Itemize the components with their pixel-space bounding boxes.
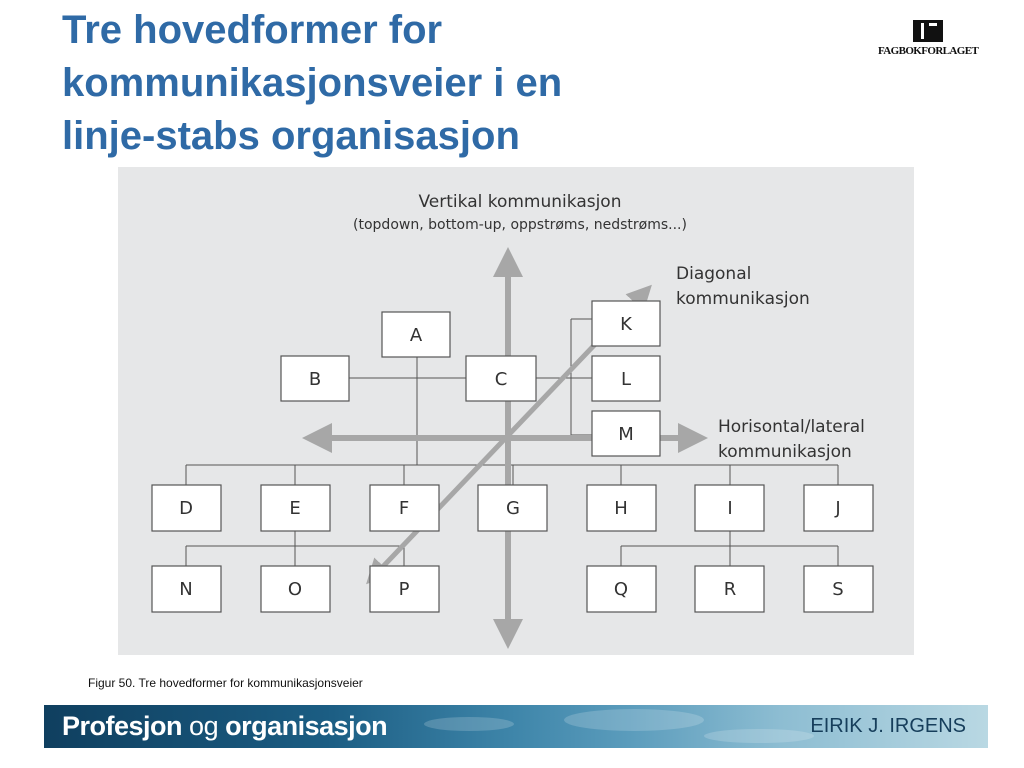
diagonal-label-line-2: kommunikasjon: [676, 289, 810, 309]
publisher-logo-text: FAGBOKFORLAGET: [878, 45, 979, 57]
footer-banner: [44, 705, 988, 748]
box-f: [370, 485, 439, 531]
footer-title-profesjon: Profesjon: [62, 711, 183, 741]
box-q: [587, 566, 656, 612]
footer-title-og: og: [189, 711, 219, 741]
box-h-label: H: [614, 498, 628, 519]
box-r: [695, 566, 764, 612]
box-k-label: K: [620, 314, 632, 335]
diagram-panel: [118, 167, 914, 655]
footer-book-title: [62, 711, 387, 742]
box-d: [152, 485, 221, 531]
box-n-label: N: [179, 579, 193, 600]
box-i: [695, 485, 764, 531]
box-a: [382, 312, 450, 357]
title-line-3: linje-stabs organisasjon: [62, 114, 520, 158]
horizontal-label-line-2: kommunikasjon: [718, 442, 852, 462]
box-l: [592, 356, 660, 401]
box-c: [466, 356, 536, 401]
footer-title-organisasjon: organisasjon: [225, 711, 388, 741]
box-e: [261, 485, 330, 531]
box-o-label: O: [287, 579, 303, 600]
box-p: [370, 566, 439, 612]
communication-diagram: [118, 167, 914, 655]
box-a-label: A: [409, 325, 423, 346]
box-f-label: F: [398, 498, 410, 519]
box-s-label: S: [832, 579, 844, 600]
title-line-1: Tre hovedformer for: [62, 8, 443, 52]
box-b: [281, 356, 349, 401]
publisher-logo: [878, 20, 978, 66]
slide-title: [62, 4, 762, 163]
box-d-label: D: [179, 498, 193, 519]
box-q-label: Q: [613, 579, 629, 600]
box-c-label: C: [494, 369, 508, 390]
box-m: [592, 411, 660, 456]
box-m-label: M: [618, 424, 634, 445]
box-j: [804, 485, 873, 531]
box-b-label: B: [308, 369, 322, 390]
box-n: [152, 566, 221, 612]
box-s: [804, 566, 873, 612]
box-r-label: R: [723, 579, 737, 600]
box-i-label: I: [727, 498, 733, 519]
box-g-label: G: [506, 498, 520, 519]
box-g: [478, 485, 547, 531]
horizontal-label-line-1: Horisontal/lateral: [718, 417, 865, 437]
title-line-2: kommunikasjonsveier i en: [62, 61, 563, 105]
box-l-label: L: [620, 369, 632, 390]
footer-author: EIRIK J. IRGENS: [810, 715, 966, 737]
vertical-label: Vertikal kommunikasjon: [418, 192, 622, 212]
book-icon: [913, 20, 943, 42]
box-k: [592, 301, 660, 346]
box-h: [587, 485, 656, 531]
vertical-sublabel: (topdown, bottom-up, oppstrøms, nedstrøms...): [353, 217, 687, 233]
diagonal-label-line-1: Diagonal: [676, 264, 752, 284]
box-j-label: J: [835, 498, 841, 519]
box-o: [261, 566, 330, 612]
box-p-label: P: [398, 579, 410, 600]
box-e-label: E: [289, 498, 301, 519]
figure-caption: Figur 50. Tre hovedformer for kommunikasjonsveier: [88, 676, 363, 690]
